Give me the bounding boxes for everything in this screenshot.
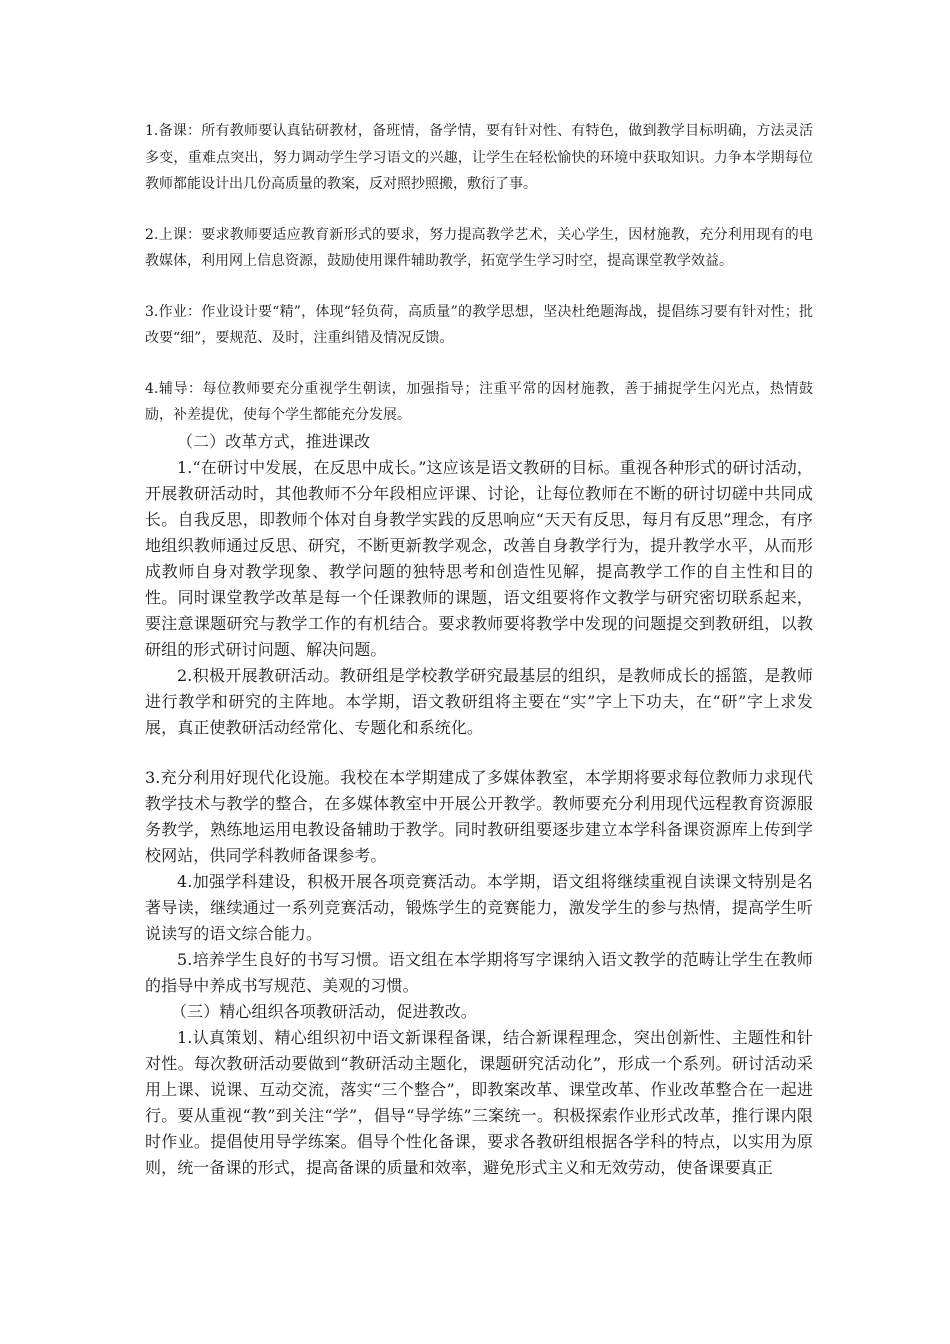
paragraph-reflection: 1.“在研讨中发展，在反思中成长。”这应该是语文教研的目标。重视各种形式的研讨活动，开展教研活动时，其他教师不分年段相应评课、讨论，让每位教师在不断的研讨切磋中共同成长。自我反思，即教师个体对自身教学实践的反思响应“天天有反思，每月有反思”理念，有序地组织教师通过反思、研究，不断更新教学观念，改善自身教学行为，提升教学水平，从而形成教师自身对教学现象、教学问题的独特思考和创造性见解，提高教学工作的自主性和目的性。同时课堂教学改革是每一个任课教师的课题，语文组要将作文教学与研究密切联系起来，要注意课题研究与教学工作的有机结合。要求教师要将教学中发现的问题提交到教研组，以教研组的形式研讨问题、解决问题。 <box>145 457 813 659</box>
paragraph-curriculum-prep: 1.认真策划、精心组织初中语文新课程备课，结合新课程理念，突出创新性、主题性和针对性。每次教研活动要做到“教研活动主题化，课题研究活动化”，形成一个系列。研讨活动采用上课、说课、互动交流，落实“三个整合”，即教案改革、课堂改革、作业改革整合在一起进行。要从重视“教”到关注“学”，倡导“导学练”三案统一。积极探索作业形式改革，推行课内限时作业。提倡使用导学练案。倡导个性化备课，要求各教研组根据各学科的特点，以实用为原则，统一备课的形式，提高备课的质量和效率，避免形式主义和无效劳动，使备课要真正 <box>145 1027 813 1177</box>
paragraph-gap <box>145 352 813 376</box>
paragraph-competitions: 4.加强学科建设，积极开展各项竞赛活动。本学期，语文组将继续重视自读课文特别是名著导读，继续通过一系列竞赛活动，锻炼学生的竞赛能力，激发学生的参与热情，提高学生听说读写的语文综合能力。 <box>145 871 813 943</box>
section-heading-activities: （三）精心组织各项教研活动，促进教改。 <box>171 1001 477 1021</box>
paragraph-research-activities: 2.积极开展教研活动。教研组是学校教学研究最基层的组织，是教师成长的摇篮，是教师进行教学和研究的主阵地。本学期，语文教研组将主要在“实”字上下功夫，在“研”字上求发展，真正使教研活动经常化、专题化和系统化。 <box>145 665 813 737</box>
paragraph-gap <box>145 198 813 222</box>
paragraph-teaching: 2.上课：要求教师要适应教育新形式的要求，努力提高教学艺术，关心学生，因材施教，充分利用现有的电教媒体，利用网上信息资源，鼓励使用课件辅助教学，拓宽学生学习时空，提高课堂教学效益。 <box>145 226 813 269</box>
paragraph-gap <box>145 275 813 299</box>
paragraph-gap <box>145 741 813 765</box>
paragraph-homework: 3.作业：作业设计要“精”，体现“轻负荷，高质量”的教学思想，坚决杜绝题海战，提倡练习要有针对性；批改要“细”，要规范、及时，注重纠错及情况反馈。 <box>145 303 813 346</box>
document-body <box>145 118 813 1181</box>
paragraph-lesson-prep: 1.备课：所有教师要认真钻研教材，备班情，备学情，要有针对性、有特色，做到教学目标明确，方法灵活多变，重难点突出，努力调动学生学习语文的兴趣，让学生在轻松愉快的环境中获取知识。力争本学期每位教师都能设计出几份高质量的教案，反对照抄照搬，敷衍了事。 <box>145 123 813 192</box>
paragraph-handwriting: 5.培养学生良好的书写习惯。语文组在本学期将写字课纳入语文教学的范畴让学生在教师的指导中养成书写规范、美观的习惯。 <box>145 949 813 995</box>
section-heading-reform: （二）改革方式，推进课改 <box>177 431 371 451</box>
paragraph-modern-facilities: 3.充分利用好现代化设施。我校在本学期建成了多媒体教室，本学期将要求每位教师力求现代教学技术与教学的整合，在多媒体教室中开展公开教学。教师要充分利用现代远程教育资源服务教学，熟练地运用电教设备辅助于教学。同时教研组要逐步建立本学科备课资源库上传到学校网站，供同学科教师备课参考。 <box>145 767 813 865</box>
paragraph-tutoring: 4.辅导：每位教师要充分重视学生朝读，加强指导；注重平常的因材施教，善于捕捉学生闪光点，热情鼓励，补差提优，使每个学生都能充分发展。 <box>145 380 813 423</box>
